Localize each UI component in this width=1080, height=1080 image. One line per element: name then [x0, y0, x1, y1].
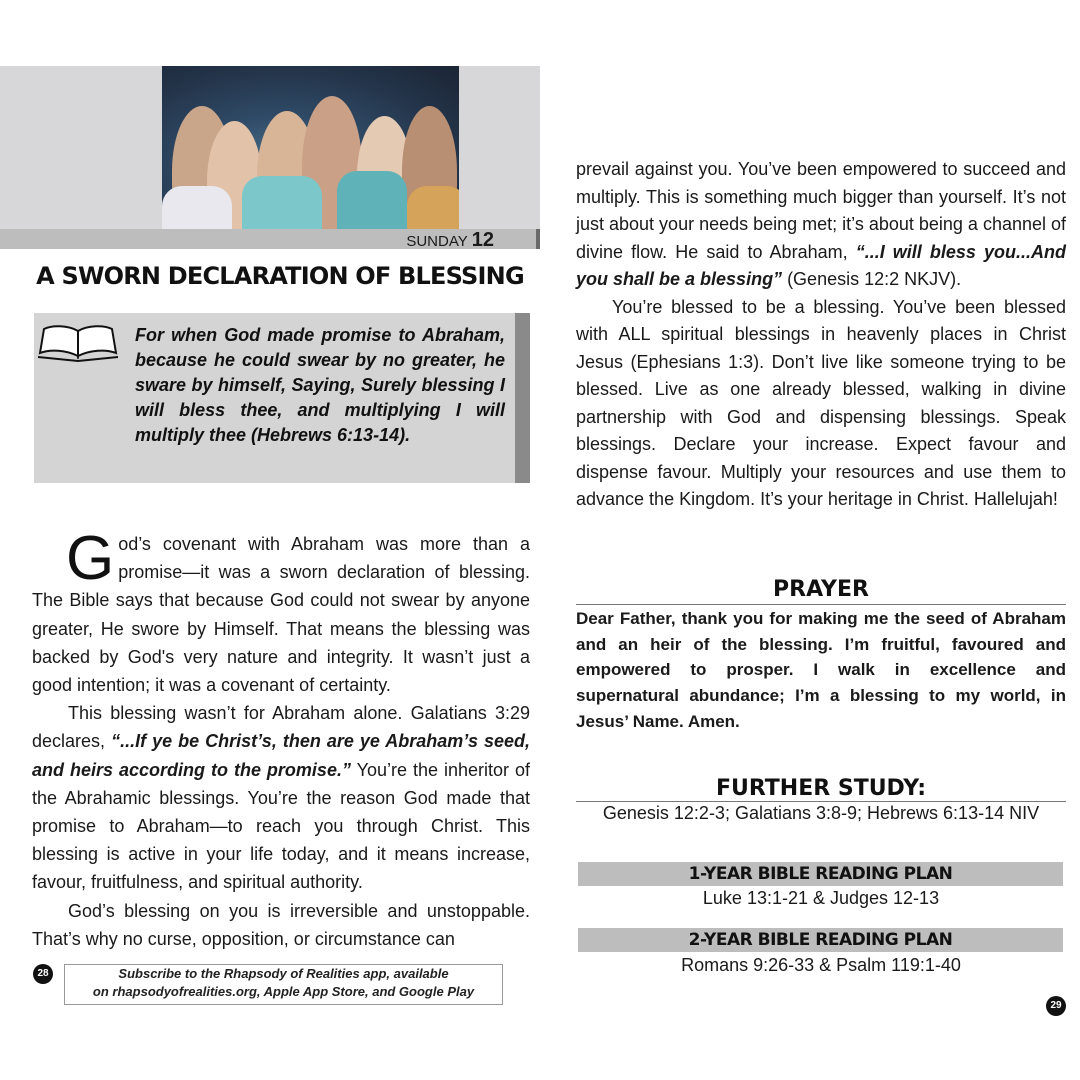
paragraph-2-start: This blessing wasn’t for Abraham alone. Galatians 3:29 declares, — [32, 703, 530, 752]
further-study-text: Genesis 12:2-3; Galatians 3:8-9; Hebrews 6:13-14 NIV — [602, 803, 1040, 823]
plan-2-heading: 2-YEAR BIBLE READING PLAN — [578, 928, 1063, 952]
galatians-quote: “...If ye be Christ’s, then are ye Abraham’s seed, and heirs according to the promise.” — [32, 731, 530, 780]
paragraph-1-text: od’s covenant with Abraham was more than a promise—it was a sworn declaration of blessing. The Bible says that because God could not swear by anyone greater, He swore by Himself. That means the blessing was backed by God's very nature and integrity. It wasn’t just a good intention; it was a covenant of certainty. — [32, 534, 530, 696]
drop-cap: G — [66, 524, 115, 593]
paragraph-3: God’s blessing on you is irreversible and unstoppable. That’s why no curse, opposition, or circumstance can — [32, 900, 530, 949]
open-book-icon — [38, 323, 118, 363]
page-number-left: 28 — [33, 964, 53, 984]
prayer-text: Dear Father, thank you for making me the seed of Abraham and an heir of the blessing. I’m fruitful, favoured and empowered to prosper. I walk in excellence and supernatural abundance; I’m a blessing to my world, in Jesus’ Name. Amen. — [576, 609, 1066, 731]
right-page — [540, 0, 1080, 1080]
page-number-right: 29 — [1046, 996, 1066, 1016]
verse-text: For when God made promise to Abraham, because he could swear by no greater, he sware by himself, Saying, Surely blessing I will bless thee, and multiplying I will multiply thee (Hebrews 6:13-14). — [135, 325, 505, 445]
paragraph-blessed: You’re blessed to be a blessing. You’ve been blessed with ALL spiritual blessings in heavenly places in Christ Jesus (Ephesians 1:3). Don’t live like someone trying to be blessed. Live as one already blessed, walking in divine partnership with God and dispensing blessings. Speak blessings. Declare your increase. Expect favour and dispense favour. Multiply your resources and use them to advance the Kingdom. It’s your heritage in Christ. Hallelujah! — [576, 296, 1066, 509]
subscribe-line-1: Subscribe to the Rhapsody of Realities app, available — [118, 966, 449, 981]
paragraph-2 — [32, 699, 530, 896]
continued-end: (Genesis 12:2 NKJV). — [782, 269, 962, 289]
devotional-title: A SWORN DECLARATION OF BLESSING — [36, 262, 524, 290]
right-body — [576, 156, 1066, 514]
plan-2-text: Romans 9:26-33 & Psalm 119:1-40 — [681, 955, 961, 975]
worship-photo — [162, 66, 459, 229]
day-label — [406, 229, 494, 249]
day-name: SUNDAY — [406, 233, 468, 250]
continued-start: prevail against you. You’ve been empowered to succeed and multiply. This is something much bigger than yourself. It’s not just about your needs being met; it’s about being a channel of divine flow. He said to Abraham, — [576, 159, 1067, 262]
prayer-rule — [576, 604, 1066, 605]
genesis-quote: “...I will bless you...And you shall be a blessing” — [576, 241, 1066, 289]
further-study-heading: FURTHER STUDY: — [715, 776, 927, 801]
verse-box — [34, 313, 530, 483]
subscribe-box — [64, 964, 503, 1005]
day-number: 12 — [471, 229, 494, 251]
subscribe-line-2: on rhapsodyofrealities.org, Apple App Store, and Google Play — [92, 984, 475, 999]
plan-1-text: Luke 13:1-21 & Judges 12-13 — [702, 888, 940, 908]
plan-1-heading: 1-YEAR BIBLE READING PLAN — [578, 862, 1063, 886]
prayer-heading: PRAYER — [773, 577, 869, 602]
further-study-rule — [576, 801, 1066, 802]
paragraph-2-end: You’re the inheritor of the Abrahamic blessings. You’re the reason God made that promise to Abraham—to reach you through Christ. This blessing is active in your life today, and it means increase, favour, fruitfulness, and spiritual authority. — [32, 759, 531, 893]
verse-accent-bar — [515, 313, 530, 483]
paragraph-1 — [32, 524, 530, 699]
continued-paragraph — [576, 156, 1066, 294]
left-body — [32, 524, 531, 953]
